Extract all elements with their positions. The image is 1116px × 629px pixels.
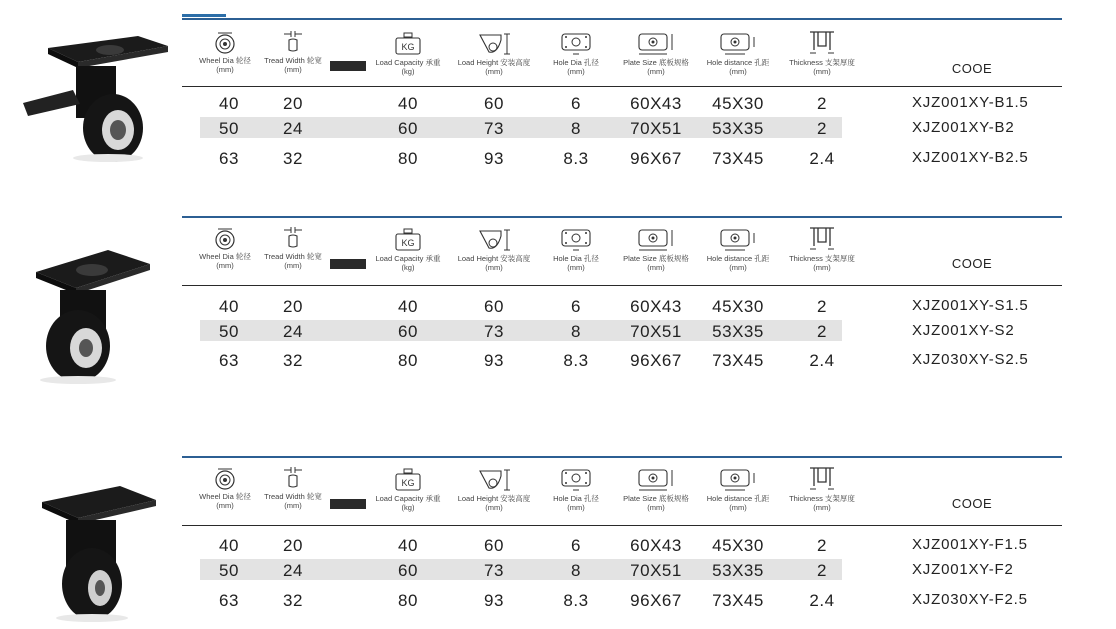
cell-hole-distance: 73X45 bbox=[712, 591, 764, 610]
cell-load-height: 93 bbox=[484, 149, 504, 168]
header-tread-width: Tread Width 轮宽 (mm) bbox=[260, 30, 326, 74]
cell-tread-width: 20 bbox=[283, 94, 303, 113]
cell-load-height: 60 bbox=[484, 297, 504, 316]
cell-load-height: 93 bbox=[484, 591, 504, 610]
cell-hole-distance: 53X35 bbox=[712, 561, 764, 580]
cell-thickness: 2 bbox=[817, 297, 827, 316]
header-load-capacity: KG Load Capacity 承重 (kg) bbox=[370, 468, 446, 512]
hole-dia-icon bbox=[559, 32, 593, 56]
cell-load-capacity: 80 bbox=[398, 351, 418, 370]
hole-dia-icon bbox=[559, 228, 593, 252]
cell-thickness: 2 bbox=[817, 536, 827, 555]
hole-dia-icon bbox=[559, 468, 593, 492]
cell-plate-size: 70X51 bbox=[630, 322, 682, 341]
table-row bbox=[0, 534, 1116, 556]
cell-tread-width: 32 bbox=[283, 591, 303, 610]
cell-wheel-dia: 40 bbox=[219, 297, 239, 316]
thickness-icon bbox=[806, 466, 838, 492]
cell-tread-width: 20 bbox=[283, 536, 303, 555]
cell-hole-dia: 8 bbox=[571, 561, 581, 580]
cell-load-capacity: 60 bbox=[398, 322, 418, 341]
cell-hole-distance: 45X30 bbox=[712, 94, 764, 113]
cell-wheel-dia: 50 bbox=[219, 561, 239, 580]
header-hole-dia: Hole Dia 孔径 (mm) bbox=[546, 468, 606, 512]
header-thickness: Thickness 支架厚度 (mm) bbox=[784, 30, 860, 76]
header-tread-width: Tread Width 轮宽 (mm) bbox=[260, 466, 326, 510]
cell-thickness: 2.4 bbox=[809, 591, 835, 610]
table-row bbox=[0, 559, 1116, 581]
header-load-height: Load Height 安装高度 (mm) bbox=[452, 228, 536, 272]
wheel-icon bbox=[214, 30, 236, 54]
header-divider-bar bbox=[330, 61, 366, 71]
cell-wheel-dia: 50 bbox=[219, 119, 239, 138]
cell-load-capacity: 40 bbox=[398, 297, 418, 316]
plate-size-icon bbox=[636, 228, 676, 252]
cell-load-height: 73 bbox=[484, 561, 504, 580]
cell-hole-dia: 8 bbox=[571, 119, 581, 138]
cell-hole-dia: 8.3 bbox=[563, 351, 589, 370]
table-row bbox=[0, 117, 1116, 139]
cell-wheel-dia: 50 bbox=[219, 322, 239, 341]
header-hole-distance: Hole distance 孔距 (mm) bbox=[700, 468, 776, 512]
header-wheel-dia: Wheel Dia 轮径 (mm) bbox=[196, 30, 254, 74]
plate-size-icon bbox=[636, 32, 676, 56]
thickness-icon bbox=[806, 226, 838, 252]
header-load-height: Load Height 安装高度 (mm) bbox=[452, 468, 536, 512]
cell-tread-width: 24 bbox=[283, 119, 303, 138]
svg-text:KG: KG bbox=[401, 42, 415, 52]
table-row bbox=[0, 589, 1116, 611]
cell-load-height: 93 bbox=[484, 351, 504, 370]
header-code: COOE bbox=[951, 61, 993, 76]
header-plate-size: Plate Size 底板规格 (mm) bbox=[616, 468, 696, 512]
hole-distance-icon bbox=[718, 32, 758, 56]
table-row bbox=[0, 349, 1116, 371]
cell-load-capacity: 40 bbox=[398, 536, 418, 555]
svg-text:KG: KG bbox=[401, 238, 415, 248]
cell-code: XJZ030XY-S2.5 bbox=[912, 351, 1029, 368]
header-plate-size: Plate Size 底板规格 (mm) bbox=[616, 32, 696, 76]
cell-plate-size: 60X43 bbox=[630, 297, 682, 316]
header-code: COOE bbox=[951, 496, 993, 511]
kg-weight-icon bbox=[393, 228, 423, 252]
kg-weight-icon bbox=[393, 468, 423, 492]
cell-tread-width: 32 bbox=[283, 149, 303, 168]
load-height-icon bbox=[477, 228, 511, 252]
cell-plate-size: 70X51 bbox=[630, 119, 682, 138]
wheel-icon bbox=[214, 466, 236, 490]
cell-hole-distance: 53X35 bbox=[712, 322, 764, 341]
load-height-icon bbox=[477, 468, 511, 492]
cell-load-height: 73 bbox=[484, 119, 504, 138]
cell-tread-width: 24 bbox=[283, 322, 303, 341]
cell-code: XJZ001XY-F1.5 bbox=[912, 536, 1028, 553]
svg-text:KG: KG bbox=[401, 478, 415, 488]
cell-hole-dia: 8.3 bbox=[563, 591, 589, 610]
cell-hole-dia: 8 bbox=[571, 322, 581, 341]
header-load-capacity: KG Load Capacity 承重 (kg) bbox=[370, 228, 446, 272]
cell-thickness: 2.4 bbox=[809, 351, 835, 370]
cell-tread-width: 32 bbox=[283, 351, 303, 370]
cell-load-capacity: 80 bbox=[398, 591, 418, 610]
cell-wheel-dia: 40 bbox=[219, 94, 239, 113]
cell-code: XJZ001XY-B2.5 bbox=[912, 149, 1029, 166]
cell-plate-size: 60X43 bbox=[630, 94, 682, 113]
header-code: COOE bbox=[951, 256, 993, 271]
cell-thickness: 2 bbox=[817, 561, 827, 580]
cell-code: XJZ001XY-S2 bbox=[912, 322, 1015, 339]
header-thickness: Thickness 支架厚度 (mm) bbox=[784, 466, 860, 512]
cell-wheel-dia: 40 bbox=[219, 536, 239, 555]
cell-code: XJZ030XY-F2.5 bbox=[912, 591, 1028, 608]
cell-plate-size: 70X51 bbox=[630, 561, 682, 580]
header-hole-dia: Hole Dia 孔径 (mm) bbox=[546, 32, 606, 76]
cell-load-capacity: 80 bbox=[398, 149, 418, 168]
header-wheel-dia: Wheel Dia 轮径 (mm) bbox=[196, 466, 254, 510]
header-hole-distance: Hole distance 孔距 (mm) bbox=[700, 228, 776, 272]
table-row bbox=[0, 92, 1116, 114]
cell-hole-dia: 6 bbox=[571, 94, 581, 113]
cell-load-height: 60 bbox=[484, 536, 504, 555]
cell-hole-distance: 53X35 bbox=[712, 119, 764, 138]
header-thickness: Thickness 支架厚度 (mm) bbox=[784, 226, 860, 272]
plate-size-icon bbox=[636, 468, 676, 492]
cell-hole-dia: 6 bbox=[571, 536, 581, 555]
cell-code: XJZ001XY-B2 bbox=[912, 119, 1015, 136]
cell-code: XJZ001XY-F2 bbox=[912, 561, 1014, 578]
header-wheel-dia: Wheel Dia 轮径 (mm) bbox=[196, 226, 254, 270]
header-hole-dia: Hole Dia 孔径 (mm) bbox=[546, 228, 606, 272]
cell-code: XJZ001XY-B1.5 bbox=[912, 94, 1029, 111]
cell-load-capacity: 60 bbox=[398, 119, 418, 138]
header-load-capacity: KG Load Capacity 承重 (kg) bbox=[370, 32, 446, 76]
header-divider-bar bbox=[330, 499, 366, 509]
cell-load-height: 73 bbox=[484, 322, 504, 341]
cell-plate-size: 96X67 bbox=[630, 149, 682, 168]
cell-thickness: 2 bbox=[817, 119, 827, 138]
wheel-icon bbox=[214, 226, 236, 250]
cell-wheel-dia: 63 bbox=[219, 149, 239, 168]
cell-thickness: 2 bbox=[817, 322, 827, 341]
cell-plate-size: 60X43 bbox=[630, 536, 682, 555]
cell-code: XJZ001XY-S1.5 bbox=[912, 297, 1029, 314]
cell-hole-distance: 45X30 bbox=[712, 297, 764, 316]
cell-thickness: 2.4 bbox=[809, 149, 835, 168]
load-height-icon bbox=[477, 32, 511, 56]
table-row bbox=[0, 320, 1116, 342]
cell-plate-size: 96X67 bbox=[630, 591, 682, 610]
header-hole-distance: Hole distance 孔距 (mm) bbox=[700, 32, 776, 76]
cell-hole-distance: 73X45 bbox=[712, 351, 764, 370]
thickness-icon bbox=[806, 30, 838, 56]
cell-hole-distance: 45X30 bbox=[712, 536, 764, 555]
cell-load-capacity: 60 bbox=[398, 561, 418, 580]
header-plate-size: Plate Size 底板规格 (mm) bbox=[616, 228, 696, 272]
cell-load-height: 60 bbox=[484, 94, 504, 113]
kg-weight-icon bbox=[393, 32, 423, 56]
cell-wheel-dia: 63 bbox=[219, 351, 239, 370]
hole-distance-icon bbox=[718, 228, 758, 252]
tread-width-icon bbox=[282, 226, 304, 250]
cell-hole-distance: 73X45 bbox=[712, 149, 764, 168]
cell-load-capacity: 40 bbox=[398, 94, 418, 113]
cell-hole-dia: 8.3 bbox=[563, 149, 589, 168]
cell-tread-width: 24 bbox=[283, 561, 303, 580]
tread-width-icon bbox=[282, 30, 304, 54]
cell-tread-width: 20 bbox=[283, 297, 303, 316]
hole-distance-icon bbox=[718, 468, 758, 492]
header-load-height: Load Height 安装高度 (mm) bbox=[452, 32, 536, 76]
header-divider-bar bbox=[330, 259, 366, 269]
tread-width-icon bbox=[282, 466, 304, 490]
cell-plate-size: 96X67 bbox=[630, 351, 682, 370]
table-row bbox=[0, 147, 1116, 169]
table-row bbox=[0, 295, 1116, 317]
cell-thickness: 2 bbox=[817, 94, 827, 113]
header-tread-width: Tread Width 轮宽 (mm) bbox=[260, 226, 326, 270]
cell-hole-dia: 6 bbox=[571, 297, 581, 316]
cell-wheel-dia: 63 bbox=[219, 591, 239, 610]
